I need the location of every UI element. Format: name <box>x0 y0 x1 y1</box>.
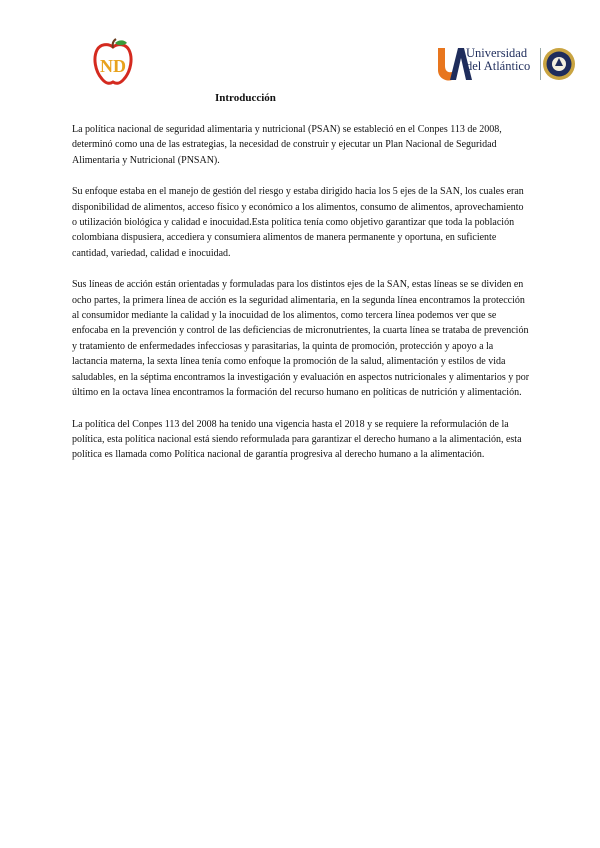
page-title: Introducción <box>215 92 276 104</box>
paragraph-4: La política del Conpes 113 del 2008 ha tenido una vigencia hasta el 2018 y se requiere la reformulación de la política, esta política nacional está siendo reformulada para garantizar el derecho humano a la alimentación, esta política es llamada como Política nacional de garantía progresiva al derecho humano a la alimentación. <box>72 418 522 461</box>
university-name-line1: Universidad <box>466 46 528 60</box>
university-name-line2: del Atlántico <box>466 59 531 73</box>
apple-nd-logo-icon <box>88 38 138 88</box>
paragraph-3: Sus líneas de acción están orientadas y formuladas para los distintos ejes de la SAN, estas líneas se se dividen en ocho partes, la primera línea de acción es la seguridad alimentaria, en la segunda línea encontramos la protección al consumidor mediante la calidad y la inocuidad de los alimentos, como tercera línea podemos ver que se enfocaba en la prevención y control de las deficiencias de micronutrientes, la cuarta línea se trataba de prevención y tratamiento de enfermedades infecciosas y parasitarias, la quinta de promoción, protección y apoyo a la lactancia materna, la sexta línea tenía como enfoque la promoción de la salud, alimentación y estilos de vida saludables, en la séptima encontramos la investigación y evaluación en aspectos nutricionales y alimentarios y por último en la octava línea encontramos la formación del recurso humano en políticas de nutrición y alimentación. <box>72 279 530 399</box>
paragraph-2: Su enfoque estaba en el manejo de gestión del riesgo y estaba dirigido hacia los 5 ejes de la SAN, los cuales eran disponibilidad de alimentos, acceso físico y económico a los alimentos, consumo de alimentos, aprovechamiento o utilización biológica y calidad e inocuidad.Esta política tenía como objetivo garantizar que toda la población colombiana dispusiera, accediera y consumiera alimentos de manera permanente y oportuna, en suficiente cantidad, variedad, calidad e inocuidad. <box>72 186 524 259</box>
logo-nd-text: ND <box>100 56 126 76</box>
document-body <box>72 122 530 479</box>
paragraph-1: La política nacional de seguridad alimentaria y nutricional (PSAN) se estableció en el Conpes 113 de 2008, determinó como una de las estrategias, la necesidad de construir y ejecutar un Plan Nacional de Seguridad Alimentaria y Nutricional (PNSAN). <box>72 124 502 166</box>
university-name <box>466 47 538 73</box>
